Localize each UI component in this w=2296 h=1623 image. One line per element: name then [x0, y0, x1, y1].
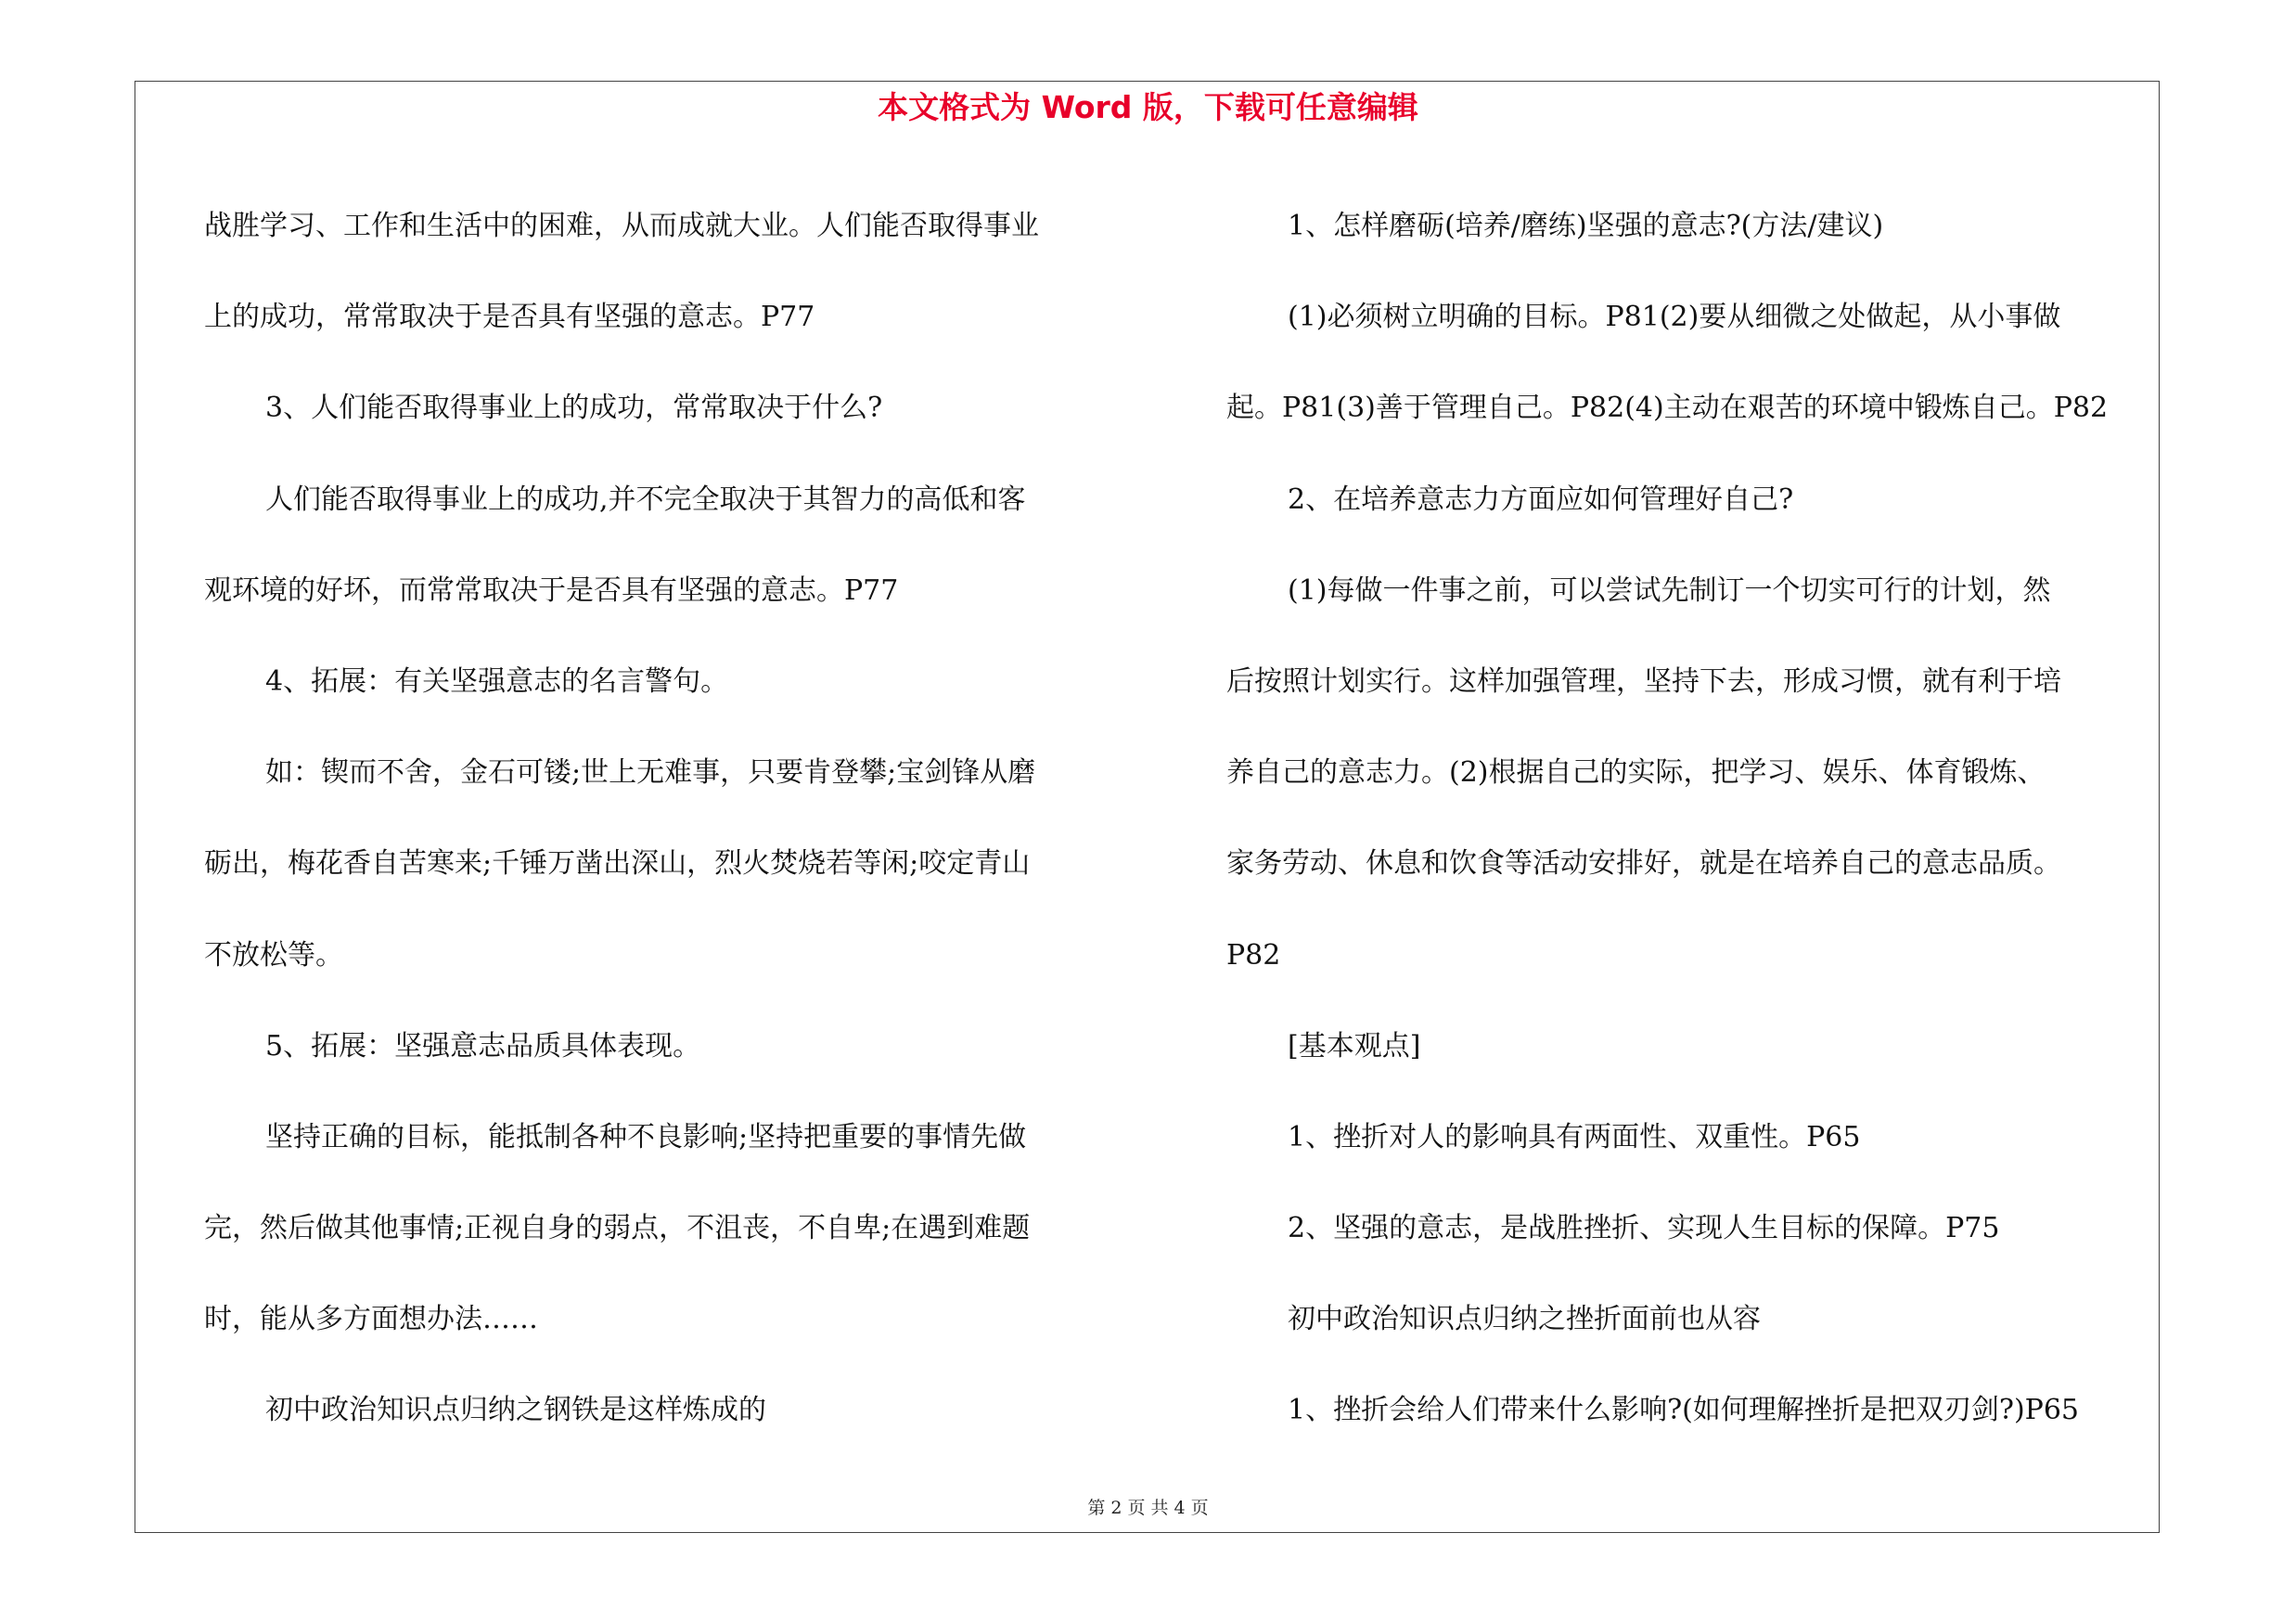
section-title: 初中政治知识点归纳之挫折面前也从容: [1288, 1303, 1761, 1336]
text-line: 1、挫折对人的影响具有两面性、双重性。P65: [1288, 1120, 1861, 1153]
page-number: 第 2 页 共 4 页: [1087, 1498, 1209, 1518]
text-line: (1)必须树立明确的目标。P81(2)要从细微之处做起，从小事做: [1288, 301, 2061, 334]
text-line: 家务劳动、休息和饮食等活动安排好，就是在培养自己的意志品质。: [1226, 847, 2061, 881]
question-heading: 4、拓展：有关坚强意志的名言警句。: [265, 664, 729, 698]
left-column: [204, 181, 1132, 1457]
text-line: 战胜学习、工作和生活中的困难，从而成就大业。人们能否取得事业: [204, 210, 1039, 242]
text-line: 时，能从多方面想办法……: [204, 1303, 538, 1336]
section-title: 初中政治知识点归纳之钢铁是这样炼成的: [265, 1394, 766, 1427]
question-heading: 3、人们能否取得事业上的成功，常常取决于什么?: [265, 392, 883, 425]
text-line: 2、坚强的意志，是战胜挫折、实现人生目标的保障。P75: [1288, 1212, 2000, 1245]
question-heading: 1、挫折会给人们带来什么影响?(如何理解挫折是把双刃剑?)P65: [1288, 1394, 2080, 1427]
text-line: 上的成功，常常取决于是否具有坚强的意志。P77: [204, 301, 815, 334]
document-header: 本文格式为 Word 版，下载可任意编辑: [878, 89, 1418, 125]
text-line: 如：锲而不舍，金石可镂;世上无难事，只要肯登攀;宝剑锋从磨: [265, 756, 1036, 790]
question-heading: 5、拓展：坚强意志品质具体表现。: [265, 1029, 701, 1063]
text-line: 起。P81(3)善于管理自己。P82(4)主动在艰苦的环境中锻炼自己。P82: [1226, 392, 2109, 425]
text-line: P82: [1226, 938, 1281, 972]
text-line: 不放松等。: [204, 938, 343, 972]
question-heading: 1、怎样磨砺(培养/磨练)坚强的意志?(方法/建议): [1288, 210, 1884, 242]
text-line: 坚持正确的目标，能抵制各种不良影响;坚持把重要的事情先做: [265, 1120, 1027, 1153]
text-line: 养自己的意志力。(2)根据自己的实际，把学习、娱乐、体育锻炼、: [1226, 756, 2046, 790]
text-line: 人们能否取得事业上的成功,并不完全取决于其智力的高低和客: [265, 483, 1026, 516]
text-line: (1)每做一件事之前，可以尝试先制订一个切实可行的计划，然: [1288, 573, 2051, 607]
text-line: 砺出，梅花香自苦寒来;千锤万凿出深山，烈火焚烧若等闲;咬定青山: [204, 847, 1031, 881]
question-heading: 2、在培养意志力方面应如何管理好自己?: [1288, 483, 1794, 516]
section-label: [基本观点]: [1288, 1029, 1421, 1063]
text-line: 完，然后做其他事情;正视自身的弱点，不沮丧，不自卑;在遇到难题: [204, 1212, 1031, 1245]
text-line: 后按照计划实行。这样加强管理，坚持下去，形成习惯，就有利于培: [1226, 664, 2061, 698]
right-column: [1226, 181, 2163, 1457]
text-line: 观环境的好坏，而常常取决于是否具有坚强的意志。P77: [204, 573, 899, 607]
